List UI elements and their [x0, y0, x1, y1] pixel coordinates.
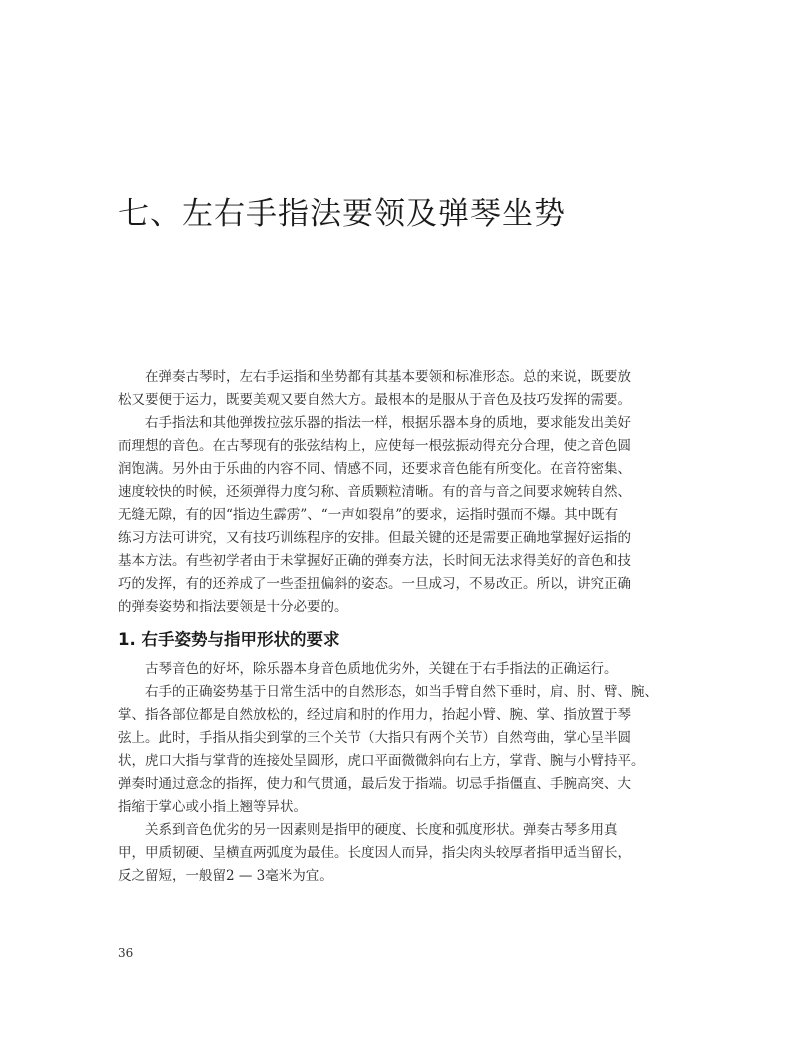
text-line: 关系到音色优劣的另一因素则是指甲的硬度、长度和弧度形状。弹奏古琴多用真: [145, 822, 618, 838]
section-text: [118, 658, 658, 888]
text-line: 的弹奏姿势和指法要领是十分必要的。: [118, 599, 348, 615]
page-number: 36: [118, 946, 134, 960]
text-line: 右手指法和其他弹拨拉弦乐器的指法一样，根据乐器本身的质地，要求能发出美好: [145, 415, 631, 431]
chapter-title: 七、左右手指法要领及弹琴坐势: [118, 196, 566, 232]
text-line: 速度较快的时候，还须弹得力度匀称、音质颗粒清晰。有的音与音之间要求婉转自然、: [118, 484, 631, 500]
text-line: 古琴音色的好坏，除乐器本身音色质地优劣外，关键在于右手指法的正确运行。: [145, 661, 618, 677]
text-line: 右手的正确姿势基于日常生活中的自然形态，如当手臂自然下垂时，肩、肘、臂、腕、: [145, 684, 658, 700]
intro-paragraph-2: [118, 412, 638, 619]
text-line: 巧的发挥，有的还养成了一些歪扭偏斜的姿态。一旦成习，不易改正。所以，讲究正确: [118, 576, 631, 592]
section-paragraph-2: [118, 681, 658, 819]
section-paragraph-1: [118, 658, 638, 681]
text-line: 弹奏时通过意念的指挥，使力和气贯通，最后发于指端。切忌手指僵直、手腕高突、大: [118, 776, 631, 792]
text-line: 掌、指各部位都是自然放松的，经过肩和肘的作用力，抬起小臂、腕、掌、指放置于琴: [118, 707, 631, 723]
text-line: 弦上。此时，手指从指尖到掌的三个关节（大指只有两个关节）自然弯曲，掌心呈半圆: [118, 730, 631, 746]
section-paragraph-3: [118, 819, 638, 888]
text-line: 练习方法可讲究，又有技巧训练程序的安排。但最关键的还是需要正确地掌握好运指的: [118, 530, 631, 546]
text-line: 指缩于掌心或小指上翘等异状。: [118, 799, 307, 815]
intro-text: [118, 366, 638, 619]
text-line: 基本方法。有些初学者由于未掌握好正确的弹奏方法，长时间无法求得美好的音色和技: [118, 553, 631, 569]
text-line: 无缝无隙，有的因“指边生霹雳”、“一声如裂帛”的要求，运指时强而不爆。其中既有: [118, 507, 619, 523]
text-line: 反之留短，一般留2 — 3毫米为宜。: [118, 868, 333, 884]
text-line: 松又要便于运力，既要美观又要自然大方。最根本的是服从于音色及技巧发挥的需要。: [118, 392, 631, 408]
text-line: 在弹奏古琴时，左右手运指和坐势都有其基本要领和标准形态。总的来说，既要放: [145, 369, 631, 385]
text-line: 状，虎口大指与掌背的连接处呈圆形，虎口平面微微斜向右上方，掌背、腕与小臂持平。: [118, 753, 645, 769]
text-line: 而理想的音色。在古琴现有的张弦结构上，应使每一根弦振动得充分合理，使之音色圆: [118, 438, 631, 454]
text-line: 润饱满。另外由于乐曲的内容不同、情感不同，还要求音色能有所变化。在音符密集、: [118, 461, 631, 477]
section-heading: 1. 右手姿势与指甲形状的要求: [118, 630, 340, 649]
intro-paragraph-1: [118, 366, 638, 412]
text-line: 甲，甲质韧硬、呈横直两弧度为最佳。长度因人而异，指尖肉头较厚者指甲适当留长，: [118, 845, 631, 861]
